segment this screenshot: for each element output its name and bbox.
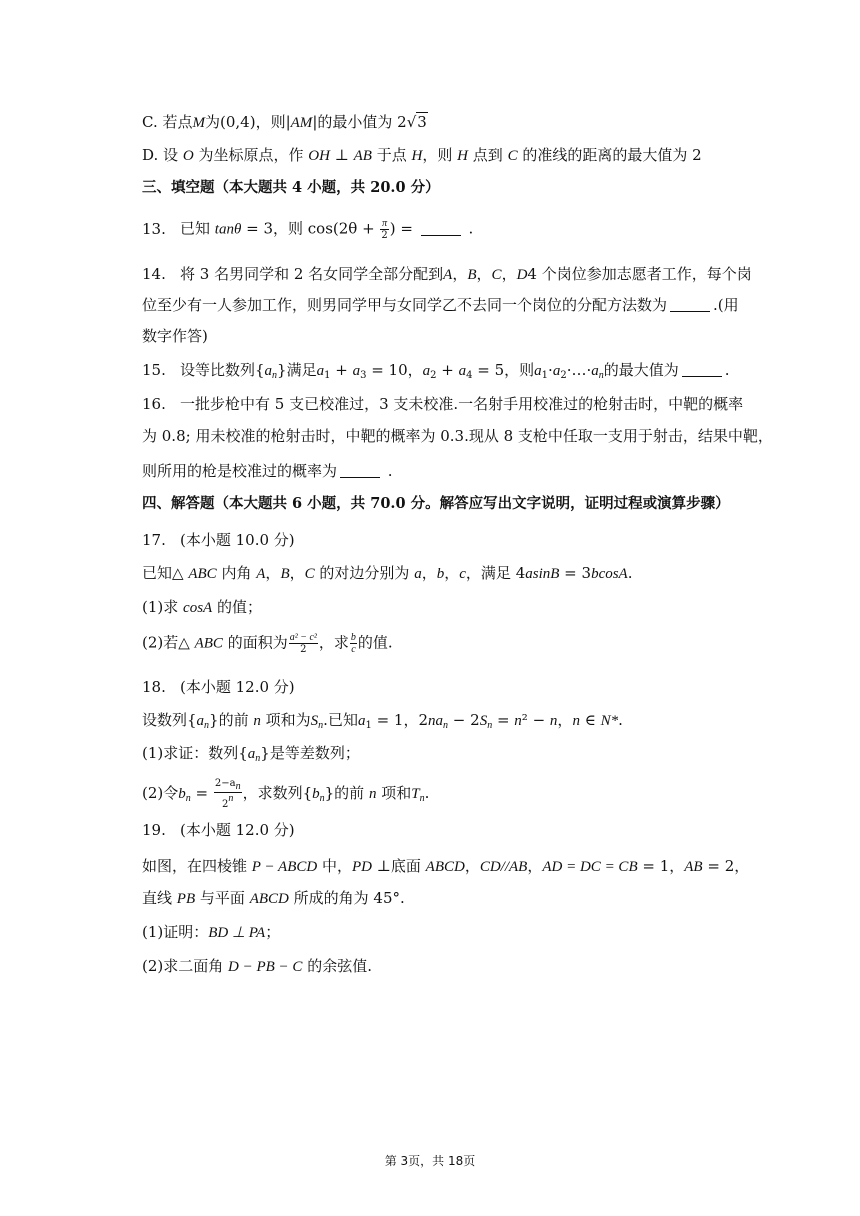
question-15: 15. 设等比数列$\{a_n\}$满足$a_1 + a_3 = 10$，$a_2 + a_4 = 5$，则$a_1\cdot a_2\cdot\dots\cdot a_n$的最大值为 .: [142, 361, 730, 381]
question-13: 13. 已知 tanθ = 3，则 cos(2θ + $\frac{\pi}{2}$ ) = .: [142, 218, 474, 241]
option-d: D. 设 O 为坐标原点，作 OH ⊥ AB 于点 H，则 H 点到 C 的准线的距离的最大值为 2: [142, 146, 702, 164]
section-heading-solutions: 四、解答题（本大题共 6 小题，共 70.0 分。解答应写出文字说明，证明过程或演算步骤）: [142, 495, 730, 512]
question-14-line-3: 数字作答): [142, 327, 208, 345]
question-18-part-1: (1)求证：数列$\{a_n\}$是等差数列；: [142, 744, 360, 764]
question-14-line-1: 14. 将 3 名男同学和 2 名女同学全部分配到A，B，C，D4 个岗位参加志愿者工作，每个岗: [142, 265, 752, 283]
question-17-header: 17. (本小题 10.0 分): [142, 531, 295, 549]
question-19-header: 19. (本小题 12.0 分): [142, 821, 295, 839]
question-19-line-2: 直线 PB 与平面 ABCD 所成的角为 45°.: [142, 889, 405, 907]
section-heading-fill-in: 三、填空题（本大题共 4 小题，共 20.0 分）: [142, 179, 440, 196]
question-17-line-1: 已知△ ABC 内角 A，B，C 的对边分别为 a，b，c，满足 4asinB = 3bcosA.: [142, 564, 633, 582]
question-16-line-1: 16. 一批步枪中有 5 支已校准过，3 支未校准.一名射手用校准过的枪射击时，中靶的概率: [142, 395, 744, 413]
question-19-line-1: 如图，在四棱锥 P − ABCD 中，PD ⊥底面 ABCD，CD//AB，AD = DC = CB = 1，AB = 2，: [142, 857, 750, 875]
question-18-part-2: (2)令$b_n$ = $\frac{2-an}{2n}$ ，求数列$\{b_n\}$的前 n 项和$T_n$.: [142, 778, 430, 810]
question-16-line-2: 为 0.8; 用未校准的枪射击时，中靶的概率为 0.3.现从 8 支枪中任取一支用于射击，结果中靶，: [142, 427, 773, 445]
answer-blank[interactable]: [421, 221, 461, 236]
question-19-part-1: (1)证明：BD ⊥ PA；: [142, 923, 281, 941]
option-c: C. 若点M为(0,4)，则|AM|的最小值为 2√3: [142, 113, 427, 131]
answer-blank[interactable]: [670, 297, 710, 312]
question-16-line-3: 则所用的枪是校准过的概率为 .: [142, 462, 393, 480]
page-footer: 第 3页，共 18页: [384, 1154, 476, 1168]
question-14-line-2: 位至少有一人参加工作，则男同学甲与女同学乙不去同一个岗位的分配方法数为 .(用: [142, 296, 739, 314]
answer-blank[interactable]: [682, 362, 722, 377]
question-17-part-1: (1)求 cosA 的值；: [142, 598, 262, 616]
question-17-part-2: (2)若△ ABC 的面积为 $\frac{\text{a² − c²}}{2}$ ，求 $\frac{b}{c}$ 的值.: [142, 632, 393, 655]
answer-blank[interactable]: [340, 463, 380, 478]
question-18-header: 18. (本小题 12.0 分): [142, 678, 295, 696]
question-19-part-2: (2)求二面角 D − PB − C 的余弦值.: [142, 957, 373, 975]
question-18-line-1: 设数列$\{a_n\}$的前 n 项和为$S_n$.已知$a_1 = 1$，$2na_n - 2S_n = n^2 - n$，n ∈ N*.: [142, 711, 623, 731]
